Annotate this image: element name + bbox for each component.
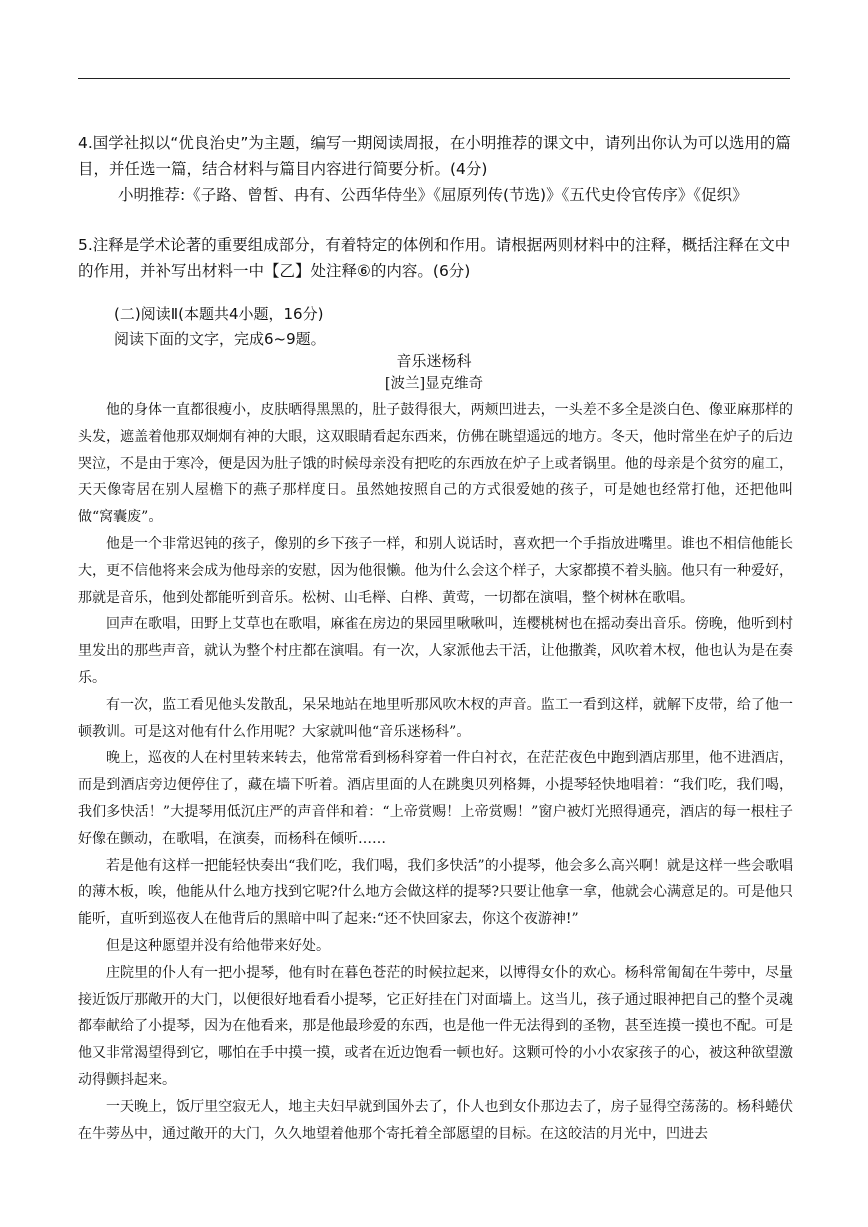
article-paragraph: 一天晚上，饭厅里空寂无人，地主夫妇早就到国外去了，仆人也到女仆那边去了，房子显得空荡荡的。杨科蜷伏在牛蒡丛中，通过敞开的大门，久久地望着他那个寄托着全部愿望的目标。在这皎洁的月光中，凹进去 xyxy=(78,1098,793,1142)
article-paragraph: 他是一个非常迟钝的孩子，像别的乡下孩子一样，和别人说话时，喜欢把一个手指放进嘴里。谁也不相信他能长大，更不信他将来会成为他母亲的安慰，因为他很懒。他为什么会这个样子，大家都摸不着头脑。他只有一种爱好，那就是音乐，他到处都能听到音乐。松树、山毛榉、白桦、黄莺，一切都在演唱，整个树林在歌唱。 xyxy=(78,535,793,606)
question-5 xyxy=(78,232,793,284)
question-4-number: 4. xyxy=(78,134,93,152)
question-5-text: 注释是学术论著的重要组成部分，有着特定的体例和作用。请根据两则材料中的注释，概括注释在文中的作用，并补写出材料一中【乙】处注释⑥的内容。(6分) xyxy=(78,236,791,280)
article-paragraph: 他的身体一直都很瘦小，皮肤晒得黑黑的，肚子鼓得很大，两颊凹进去，一头差不多全是淡白色、像亚麻那样的头发，遮盖着他那双炯炯有神的大眼，这双眼睛看起东西来，仿佛在眺望遥远的地方。冬天，他时常坐在炉子的后边哭泣，不是由于寒冷，便是因为肚子饿的时候母亲没有把吃的东西放在炉子上或者锅里。他的母亲是个贫穷的雇工，天天像寄居在别人屋檐下的燕子那样度日。虽然她按照自己的方式很爱她的孩子，可是她也经常打他，还把他叫做“窝囊废”。 xyxy=(78,402,793,526)
article-paragraph: 有一次，监工看见他头发散乱，呆呆地站在地里听那风吹木杈的声音。监工一看到这样，就解下皮带，给了他一顿教训。可是这对他有什么作用呢？大家就叫他“音乐迷杨科”。 xyxy=(78,696,793,740)
article-paragraph: 若是他有这样一把能轻快奏出“我们吃，我们喝，我们多快活”的小提琴，他会多么高兴啊！就是这样一些会歌唱的薄木板，唉，他能从什么地方找到它呢?什么地方会做这样的提琴?只要让他拿一拿，他就会心满意足的。可是他只能听，直听到巡夜人在他背后的黑暗中叫了起来:“还不快回家去，你这个夜游神!” xyxy=(78,857,794,928)
question-4 xyxy=(78,130,793,208)
article-paragraph: 回声在歌唱，田野上艾草也在歌唱，麻雀在房边的果园里啾啾叫，连樱桃树也在摇动奏出音乐。傍晚，他听到村里发出的那些声音，就认为整个村庄都在演唱。有一次，人家派他去干活，让他撒粪，风吹着木杈，他也认为是在奏乐。 xyxy=(78,616,793,686)
article-paragraph: 晚上，巡夜的人在村里转来转去，他常常看到杨科穿着一件白衬衣，在茫茫夜色中跑到酒店那里，他不进酒店，而是到酒店旁边便停住了，藏在墙下听着。酒店里面的人在跳奥贝列格舞，小提琴轻快地唱着：“我们吃，我们喝，我们多快活！”大提琴用低沉庄严的声音伴和着：“上帝赏赐！上帝赏赐！”窗户被灯光照得通亮，酒店的每一根柱子好像在颤动，在歌唱，在演奏，而杨科在倾听…… xyxy=(78,750,793,847)
question-5-number: 5. xyxy=(78,236,93,254)
question-4-text: 4.国学社拟以“优良治史”为主题，编写一期阅读周报，在小明推荐的课文中，请列出你认为可以选用的篇目，并任选一篇，结合材料与篇目内容进行简要分析。(4分) xyxy=(78,134,791,178)
article-paragraph: 庄院里的仆人有一把小提琴，他有时在暮色苍茫的时候拉起来，以博得女仆的欢心。杨科常匍匐在牛蒡中，尽量接近饭厅那敞开的大门，以便很好地看看小提琴，它正好挂在门对面墙上。这当儿，孩子通过眼神把自己的整个灵魂都奉献给了小提琴，因为在他看来，那是他最珍爱的东西，也是他一件无法得到的圣物，甚至连摸一摸也不配。可是他又非常渴望得到它，哪怕在手中摸一摸，或者在近边饱看一顿也好。这颗可怜的小小农家孩子的心，被这种欲望激动得颤抖起来。 xyxy=(78,964,793,1088)
section-heading: (二)阅读Ⅱ(本题共4小题，16分) xyxy=(114,305,324,323)
article-body xyxy=(78,397,793,1147)
section-instruction: 阅读下面的文字，完成6~9题。 xyxy=(114,330,326,348)
header-rule xyxy=(78,78,790,79)
recommended-list: 小明推荐:《子路、曾皙、冉有、公西华侍坐》《屈原列传(节选)》《五代史伶官传序》《促织》 xyxy=(118,186,748,204)
article-paragraph: 但是这种愿望并没有给他带来好处。 xyxy=(106,937,330,954)
article-author: [波兰]显克维奇 xyxy=(384,376,484,392)
article-title: 音乐迷杨科 xyxy=(396,352,472,370)
